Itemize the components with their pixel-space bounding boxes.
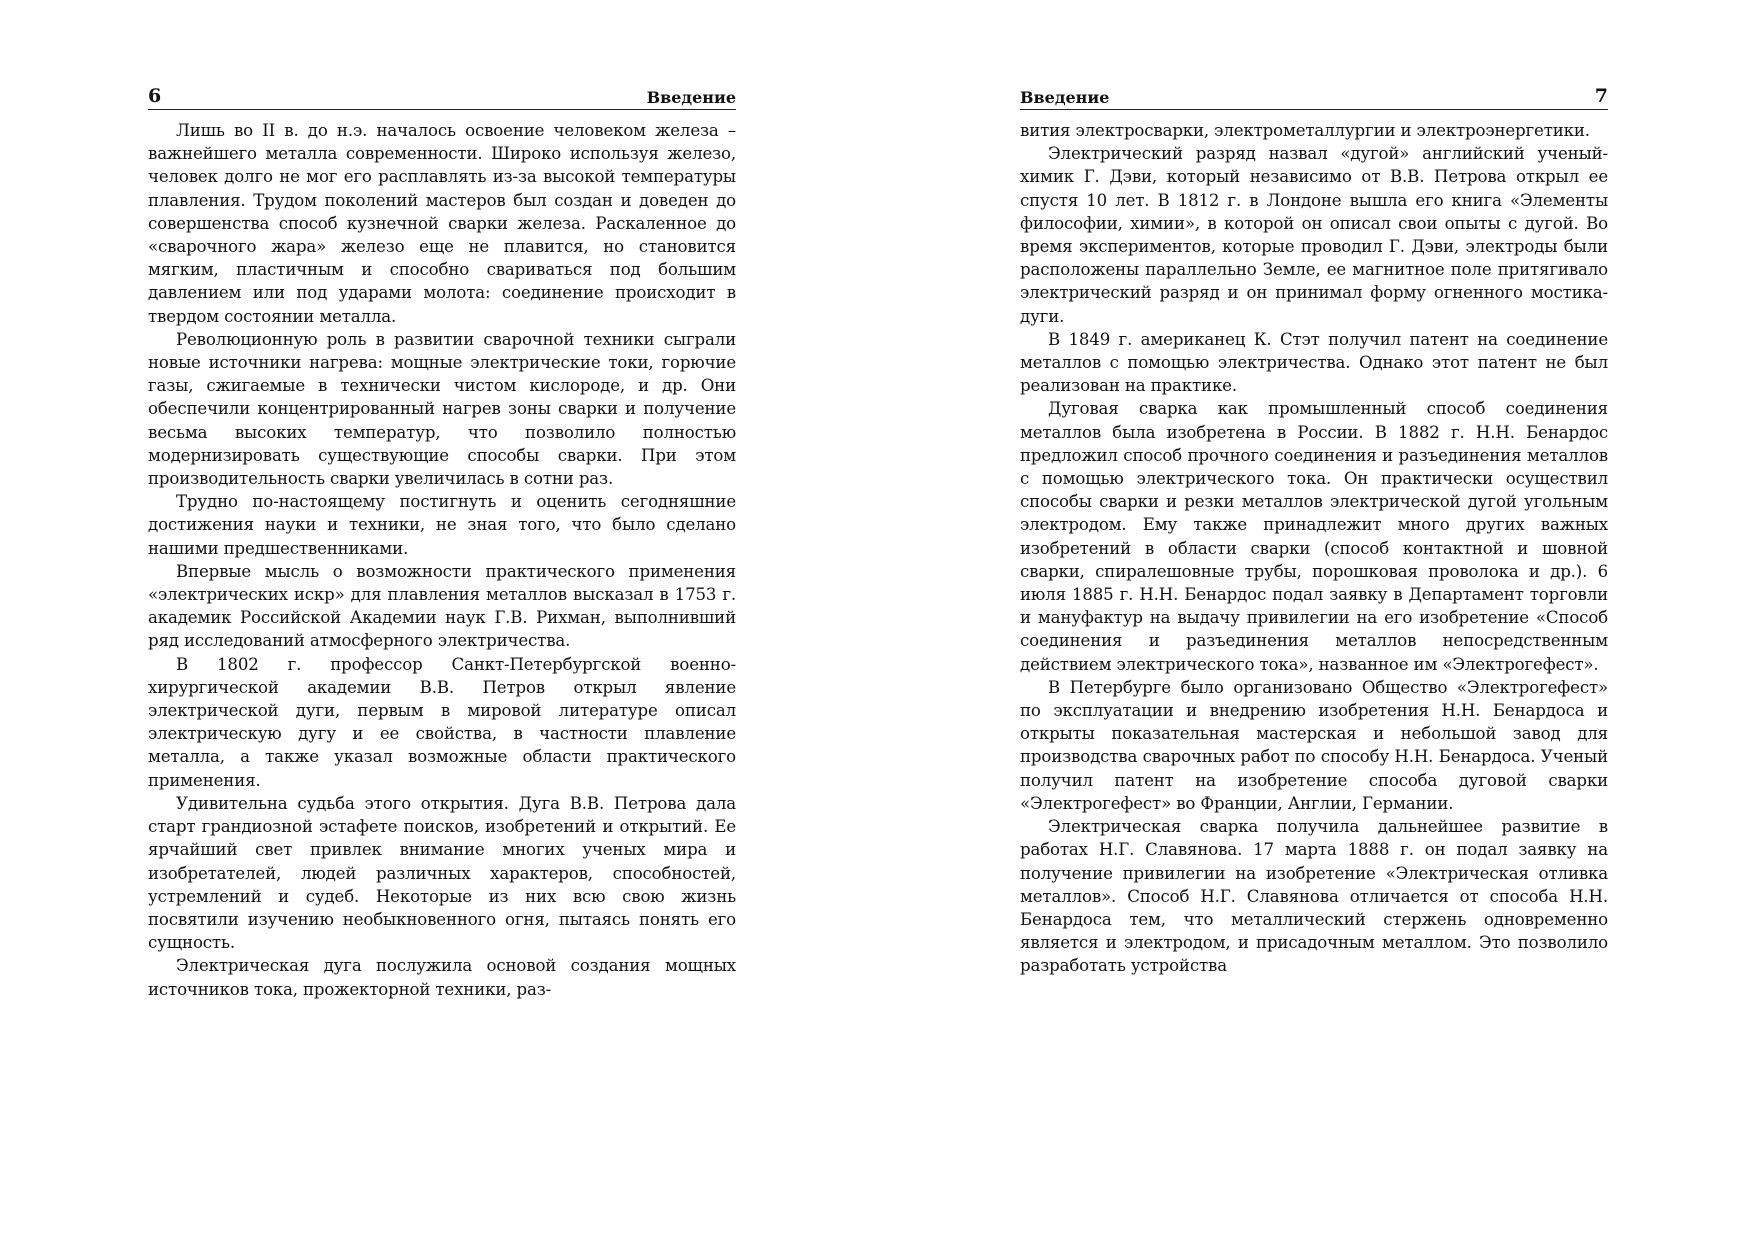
- paragraph: В 1849 г. американец К. Стэт получил патент на соединение металлов с помощью электричества. Однако этот патент не был реализован на практике.: [1020, 329, 1608, 396]
- paragraph: Электрическая дуга послужила основой создания мощных источников тока, прожекторной техники, раз-: [148, 956, 736, 999]
- page-header: [1020, 80, 1608, 110]
- paragraph: Трудно по-настоящему постигнуть и оценить сегодняшние достижения науки и техники, не зная того, что было сделано нашими предшественниками.: [148, 492, 736, 558]
- page-body: [148, 119, 736, 1001]
- paragraph: Революционную роль в развитии сварочной техники сыграли новые источники нагрева: мощные электрические токи, горючие газы, сжигаемые в технически чистом кислороде, и др. Они обеспечили концентрированный нагрев зоны сварки и получение весьма высоких температур, что позволило полностью модернизировать существующие способы сварки. При этом производительность сварки увеличилась в сотни раз.: [148, 329, 736, 489]
- paragraph: В Петербурге было организовано Общество «Электрогефест» по эксплуатации и внедрению изобретения Н.Н. Бенардоса и открыты показательная мастерская и небольшой завод для производства сварочных работ по способу Н.Н. Бенардоса. Ученый получил патент на изобретение способа дуговой сварки «Электрогефест» во Франции, Англии, Германии.: [1020, 677, 1608, 813]
- paragraph: Электрический разряд назвал «дугой» английский ученый-химик Г. Дэви, который независимо от В.В. Петрова открыл ее спустя 10 лет. В 1812 г. в Лондоне вышла его книга «Элементы философии, химии», в которой он описал свои опыты с дугой. Во время экспериментов, которые проводил Г. Дэви, электроды были расположены параллельно Земле, ее магнитное поле притягивало электрический разряд и он принимал форму огненного мостика-дуги.: [1020, 144, 1608, 326]
- running-title: Введение: [646, 88, 736, 107]
- right-page: [1020, 80, 1608, 978]
- paragraph: Впервые мысль о возможности практического применения «электрических искр» для плавления металлов высказал в 1753 г. академик Российской Академии наук Г.В. Рихман, выполнивший ряд исследований атмосферного электричества.: [148, 561, 736, 651]
- left-page: [148, 80, 736, 1001]
- page-header: [148, 80, 736, 110]
- page-body: [1020, 119, 1608, 978]
- paragraph: В 1802 г. профессор Санкт-Петербургской военно-хирургической академии В.В. Петров открыл явление электрической дуги, первым в мировой литературе описал электрическую дугу и ее свойства, в частности плавление металла, а также указал возможные области практического применения.: [148, 654, 736, 790]
- running-title: Введение: [1020, 88, 1110, 107]
- page-number: 6: [148, 85, 162, 107]
- page-number: 7: [1594, 85, 1608, 107]
- paragraph: Электрическая сварка получила дальнейшее развитие в работах Н.Г. Славянова. 17 марта 1888 г. он подал заявку на получение привилегии на изобретение «Электрическая отливка металлов». Способ Н.Г. Славянова отличается от способа Н.Н. Бенардоса тем, что металлический стержень одновременно является и электродом, и присадочным металлом. Это позволило разработать устройства: [1020, 817, 1608, 976]
- paragraph: Удивительна судьба этого открытия. Дуга В.В. Петрова дала старт грандиозной эстафете поисков, изобретений и открытий. Ее ярчайший свет привлек внимание многих ученых мира и изобретателей, людей различных характеров, способностей, устремлений и судеб. Некоторые из них всю свою жизнь посвятили изучению необыкновенного огня, пытаясь понять его сущность.: [148, 793, 736, 953]
- paragraph-continuation: вития электросварки, электрометаллургии и электроэнергетики.: [1020, 121, 1590, 140]
- paragraph: Лишь во II в. до н.э. началось освоение человеком железа – важнейшего металла современности. Широко используя железо, человек долго не мог его расплавлять из-за высокой температуры плавления. Трудом поколений мастеров был создан и доведен до совершенства способ кузнечной сварки железа. Раскаленное до «сварочного жара» железо еще не плавится, но становится мягким, пластичным и способно свариваться под большим давлением или под ударами молота: соединение происходит в твердом состоянии металла.: [148, 121, 736, 326]
- paragraph: Дуговая сварка как промышленный способ соединения металлов была изобретена в России. В 1882 г. Н.Н. Бенардос предложил способ прочного соединения и разъединения металлов с помощью электрического тока. Он практически осуществил способы сварки и резки металлов электрической дугой угольным электродом. Ему также принадлежит много других важных изобретений в области сварки (способ контактной и шовной сварки, спиралешовные трубы, порошковая проволока и др.). 6 июля 1885 г. Н.Н. Бенардос подал заявку в Департамент торговли и мануфактур на выдачу привилегии на его изобретение «Способ соединения и разъединения металлов непосредственным действием электрического тока», названное им «Электрогефест».: [1020, 399, 1608, 674]
